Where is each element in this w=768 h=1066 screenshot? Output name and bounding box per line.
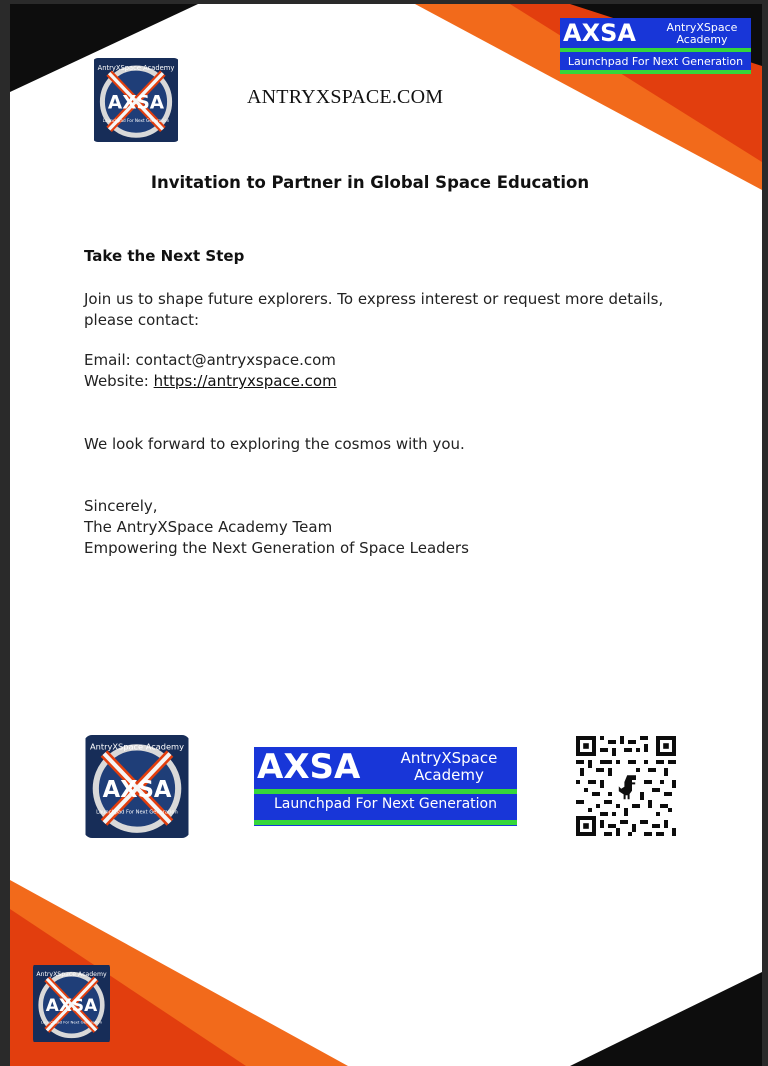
badge-tagline: Launchpad For Next Generation: [567, 55, 744, 68]
site-name: ANTRYXSPACE.COM: [247, 86, 444, 108]
signoff: Sincerely,: [84, 497, 158, 515]
logo-letters: AXSA: [107, 92, 165, 114]
logo-emblem: [92, 58, 180, 142]
bottom-logo-ring-text: AntryXSpace Academy: [36, 970, 107, 978]
letter-page: [10, 4, 762, 1066]
bottom-right-black-triangle: [570, 972, 762, 1066]
footer-badge-green-bar-bottom: [254, 820, 517, 825]
bottom-logo-emblem: [33, 962, 110, 1045]
contact-block: [84, 350, 704, 392]
website-link[interactable]: https://antryxspace.com: [153, 372, 337, 390]
email-line: [84, 350, 704, 371]
closing-note: We look forward to exploring the cosmos with you.: [84, 435, 465, 453]
qr-code[interactable]: [576, 736, 676, 836]
footer-badge-name-line2: Academy: [414, 766, 484, 784]
footer-logo-tagline: Launchpad For Next Generation: [96, 809, 178, 816]
footer-brand-badge: [254, 747, 517, 826]
intro-line-1: Join us to shape future explorers. To express interest or request more details,: [84, 290, 664, 308]
bottom-corner-logo: [33, 962, 110, 1045]
letter-headline: Invitation to Partner in Global Space Education: [150, 173, 590, 192]
intro-line-2: please contact:: [84, 311, 200, 329]
email-address[interactable]: contact@antryxspace.com: [135, 351, 336, 369]
badge-name-line2: Academy: [676, 33, 728, 46]
signature-block: [84, 496, 469, 559]
website-label: Website:: [84, 372, 154, 390]
email-label: Email:: [84, 351, 136, 369]
academy-logo: [92, 58, 180, 142]
logo-tagline: Launchpad For Next Generation: [102, 117, 170, 123]
footer-logo-ring-text: AntryXSpace Academy: [90, 741, 184, 752]
logo-ring-text: AntryXSpace Academy: [97, 63, 175, 72]
badge-monogram: AXSA: [563, 19, 636, 47]
footer-badge-monogram: AXSA: [257, 747, 361, 787]
bottom-logo-tagline: Launchpad For Next Generation: [40, 1019, 103, 1025]
footer-badge-green-bar: [254, 789, 517, 794]
header-brand-badge: [560, 18, 751, 74]
badge-green-bar: [560, 48, 751, 52]
badge-name-line1: AntryXSpace: [666, 21, 738, 34]
section-subheading: Take the Next Step: [84, 247, 245, 265]
footer-badge-name-line1: AntryXSpace: [400, 749, 498, 767]
intro-paragraph: [84, 289, 704, 331]
signature: The AntryXSpace Academy Team: [84, 518, 333, 536]
dinosaur-icon: [612, 772, 640, 800]
badge-green-bar-bottom: [560, 70, 751, 74]
website-line: [84, 371, 704, 392]
footer-logo-letters: AXSA: [102, 776, 172, 803]
bottom-logo-letters: AXSA: [45, 995, 98, 1016]
footer-badge-tagline: Launchpad For Next Generation: [274, 796, 497, 812]
motto: Empowering the Next Generation of Space Leaders: [84, 539, 469, 557]
footer-logo-emblem: [84, 735, 190, 838]
footer-academy-logo: [84, 735, 190, 838]
